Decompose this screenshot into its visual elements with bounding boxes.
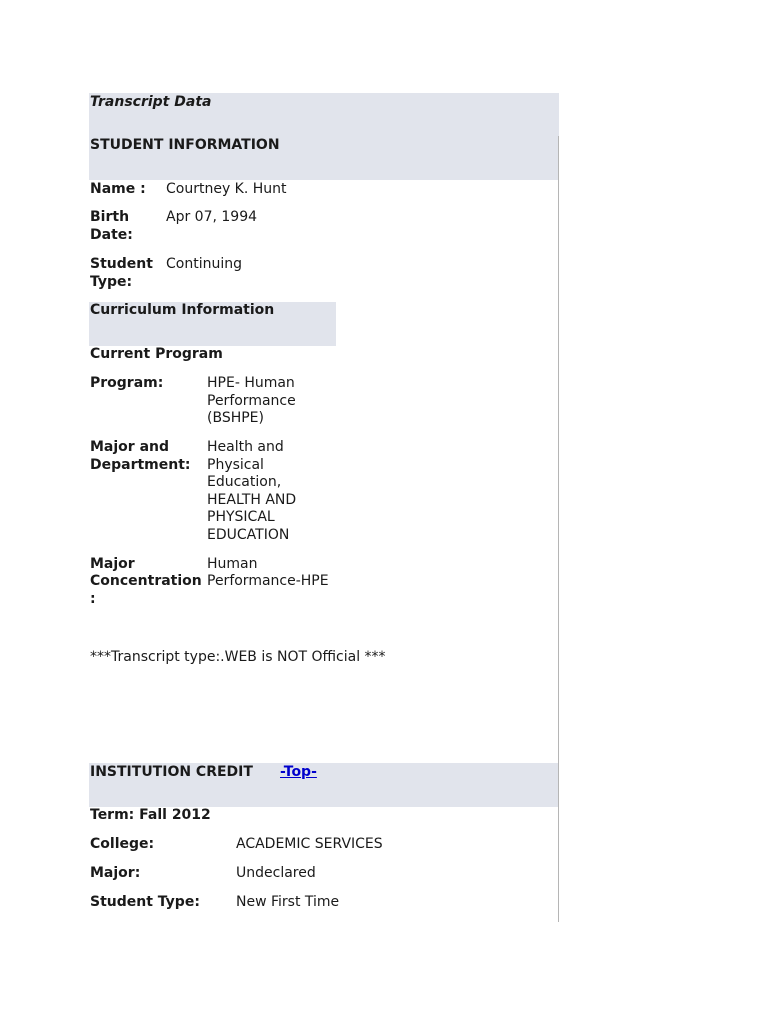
name-value: Courtney K. Hunt — [166, 181, 287, 197]
major-dept-value-line: Physical — [207, 457, 264, 473]
top-link[interactable]: -Top- — [280, 764, 317, 780]
concentration-label-line: Concentration — [90, 573, 202, 589]
major-label: Major: — [90, 865, 141, 881]
curriculum-header: Curriculum Information — [90, 302, 275, 318]
program-label: Program: — [90, 375, 164, 391]
major-dept-label-line: Department: — [90, 457, 191, 473]
current-program-heading: Current Program — [90, 346, 223, 362]
transcript-title: Transcript Data — [90, 94, 212, 110]
student-info-header: STUDENT INFORMATION — [90, 137, 280, 153]
program-value-line: (BSHPE) — [207, 410, 264, 426]
college-label: College: — [90, 836, 155, 852]
program-value-line: Performance — [207, 393, 296, 409]
major-dept-label-line: Major and — [90, 439, 170, 455]
major-dept-value-line: Health and — [207, 439, 284, 455]
institution-student-type-value: New First Time — [236, 894, 340, 910]
major-dept-value-line: EDUCATION — [207, 527, 290, 543]
student-type-label-line-2: Type: — [90, 274, 133, 290]
major-value: Undeclared — [236, 865, 316, 881]
birth-date-label-line-1: Birth — [90, 209, 130, 225]
student-type-value: Continuing — [166, 256, 242, 272]
concentration-value-line: Human — [207, 556, 258, 572]
concentration-value-line: Performance-HPE — [207, 573, 329, 589]
birth-date-label-line-2: Date: — [90, 227, 133, 243]
program-value-line: HPE- Human — [207, 375, 295, 391]
table-right-border — [558, 136, 559, 922]
major-dept-value-line: PHYSICAL — [207, 509, 275, 525]
concentration-label-line: : — [90, 591, 96, 607]
name-label: Name : — [90, 181, 146, 197]
institution-student-type-label: Student Type: — [90, 894, 200, 910]
transcript-type-note: ***Transcript type:.WEB is NOT Official *** — [90, 649, 386, 665]
student-type-label-line-1: Student — [90, 256, 153, 272]
term-heading: Term: Fall 2012 — [90, 807, 211, 823]
major-dept-value-line: HEALTH AND — [207, 492, 297, 508]
institution-credit-header: INSTITUTION CREDIT — [90, 764, 253, 780]
college-value: ACADEMIC SERVICES — [236, 836, 383, 852]
concentration-label-line: Major — [90, 556, 135, 572]
major-dept-value-line: Education, — [207, 474, 282, 490]
birth-date-value: Apr 07, 1994 — [166, 209, 258, 225]
